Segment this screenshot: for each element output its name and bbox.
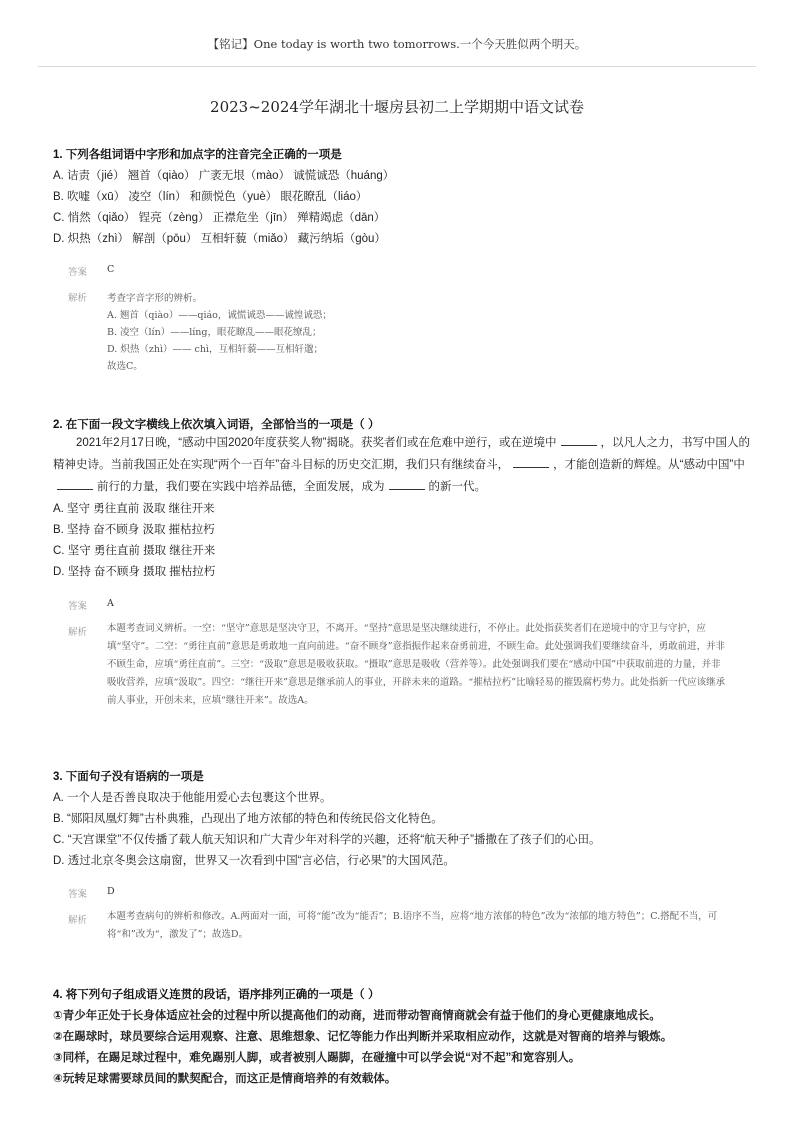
fill-blank (57, 477, 93, 490)
question-2-answer: A (107, 598, 114, 609)
question-1-analysis-line: 考查字音字形的辨析。 (107, 293, 203, 304)
question-1-analysis-line: B. 凌空（lín）——líng，眼花瞭乱——眼花缭乱； (107, 327, 322, 338)
question-3-option-b: B. “郧阳凤凰灯舞”古朴典雅，凸现出了地方浓郁的特色和传统民俗文化特色。 (53, 813, 443, 825)
analysis-label: 解析 (68, 627, 88, 638)
question-1-option-c: C. 悄然（qiǎo） 锃亮（zèng） 正襟危坐（jīn） 殚精竭虑（dān） (53, 212, 386, 224)
answer-label: 答案 (68, 889, 88, 900)
question-2-option-a: A. 坚守 勇往直前 汲取 继往开来 (53, 503, 215, 515)
question-1-analysis-line: A. 翘首（qiào）——qiáo，诚慌诚恐——诚惶诚恐； (107, 310, 332, 321)
question-1-option-b: B. 吹嘘（xū） 凌空（lín） 和颜悦色（yuè） 眼花瞭乱（liáo） (53, 191, 368, 203)
question-1-answer: C (107, 264, 115, 275)
question-1-analysis-line: 故选C。 (107, 361, 143, 372)
passage-text: 2021年2月17日晚，“感动中国2020年度获奖人物”揭晓。获奖者们或在危难中逆行，或在逆境中 (76, 437, 557, 449)
question-3-option-d: D. 透过北京冬奥会这扇窗，世界又一次看到中国“言必信，行必果”的大国风范。 (53, 855, 455, 867)
motto-header: 【铭记】One today is worth two tomorrows.一个今天胜似两个明天。 (207, 37, 587, 51)
analysis-label: 解析 (68, 293, 88, 304)
question-3-option-a: A. 一个人是否善良取决于他能用爱心去包裹这个世界。 (53, 792, 332, 804)
question-1-option-d: D. 炽热（zhì） 解剖（pōu） 互相轩藐（miǎo） 藏污纳垢（gòu） (53, 233, 386, 245)
question-3-title: 3. 下面句子没有语病的一项是 (53, 771, 204, 783)
header-divider (38, 66, 756, 67)
question-1-option-a: A. 诘责（jié） 翘首（qiào） 广袤无垠（mào） 诚慌诚恐（huáng） (53, 170, 395, 182)
question-4-title: 4. 将下列句子组成语义连贯的段话，语序排列正确的一项是（ ） (53, 989, 380, 1001)
question-4-sentence-1: ①青少年正处于长身体适应社会的过程中所以提高他们的动商，进而带动智商情商就会有益于他们的身心更健康地成长。 (53, 1010, 661, 1022)
question-1-analysis-line: D. 炽热（zhì）—— chì，互相轩藐——互相轩邈； (107, 344, 323, 355)
question-2-passage (53, 432, 753, 498)
answer-label: 答案 (68, 601, 88, 612)
question-2-title: 2. 在下面一段文字横线上依次填入词语，全部恰当的一项是（ ） (53, 419, 380, 431)
fill-blank (389, 477, 425, 490)
fill-blank (561, 433, 597, 446)
question-3-option-c: C. “天宫课堂”不仅传播了载人航天知识和广大青少年对科学的兴趣，还将“航天种子”播撒在了孩子们的心田。 (53, 834, 601, 846)
question-4-sentence-2: ②在踢球时，球员要综合运用观察、注意、思维想象、记忆等能力作出判断并采取相应动作，这就是对智商的培养与锻炼。 (53, 1031, 673, 1043)
question-4-sentence-4: ④玩转足球需要球员间的默契配合，而这正是情商培养的有效载体。 (53, 1073, 397, 1085)
passage-text: 前行的力量，我们要在实践中培养品德，全面发展，成为 (97, 481, 385, 493)
question-3-analysis: 本题考查病句的辨析和修改。A.两面对一面，可将“能”改为“能否”；B.语序不当，应将“地方浓郁的特色”改为“浓郁的地方特色”；C.搭配不当，可将“和”改为“，激发了”；故选D。 (107, 911, 718, 940)
question-4-sentence-3: ③同样，在踢足球过程中，难免踢别人脚，或者被别人踢脚，在碰撞中可以学会说“对不起”和宽容别人。 (53, 1052, 581, 1064)
question-3-answer: D (107, 886, 115, 897)
analysis-label: 解析 (68, 915, 88, 926)
passage-text: ，以凡人之力，书写中国人的精神史诗。当前我国正处在实现“两个一百年”奋斗目标的历史交汇期，我们只有继续奋斗， (53, 437, 751, 471)
question-2-option-b: B. 坚持 奋不顾身 汲取 摧枯拉朽 (53, 524, 215, 536)
question-2-analysis: 本题考查词义辨析。一空：“坚守”意思是坚决守卫，不离开。“坚持”意思是坚决继续进行，不停止。此处指获奖者们在逆境中的守卫与守护，应填“坚守”。二空：“勇往直前”意思是勇敢地一直向前进。“奋不顾身”意指振作起来奋勇前进，不顾生命。此处强调我们要继续奋斗，勇敢前进，并非不顾生命，应填“勇往直前”。三空：“汲取”意思是吸收获取。“摄取”意思是吸收（营养等）。此处强调我们要在“感动中国”中获取前进的力量，并非吸收营养，应填“汲取”。四空：“继往开来”意思是继承前人的事业，开辟未来的道路。“摧枯拉朽”比喻轻易的摧毁腐朽势力。此处指新一代应该继承前人事业，开创未来，应填“继往开来”。故选A。 (107, 623, 726, 706)
question-2-option-c: C. 坚守 勇往直前 摄取 继往开来 (53, 545, 216, 557)
passage-text: ，才能创造新的辉煌。从“感动中国”中 (553, 459, 745, 471)
answer-label: 答案 (68, 267, 88, 278)
question-2-option-d: D. 坚持 奋不顾身 摄取 摧枯拉朽 (53, 566, 216, 578)
passage-text: 的新一代。 (428, 481, 486, 493)
page-title: 2023~2024学年湖北十堰房县初二上学期期中语文试卷 (210, 98, 584, 116)
fill-blank (513, 455, 549, 468)
question-1-title: 1. 下列各组词语中字形和加点字的注音完全正确的一项是 (53, 149, 342, 161)
